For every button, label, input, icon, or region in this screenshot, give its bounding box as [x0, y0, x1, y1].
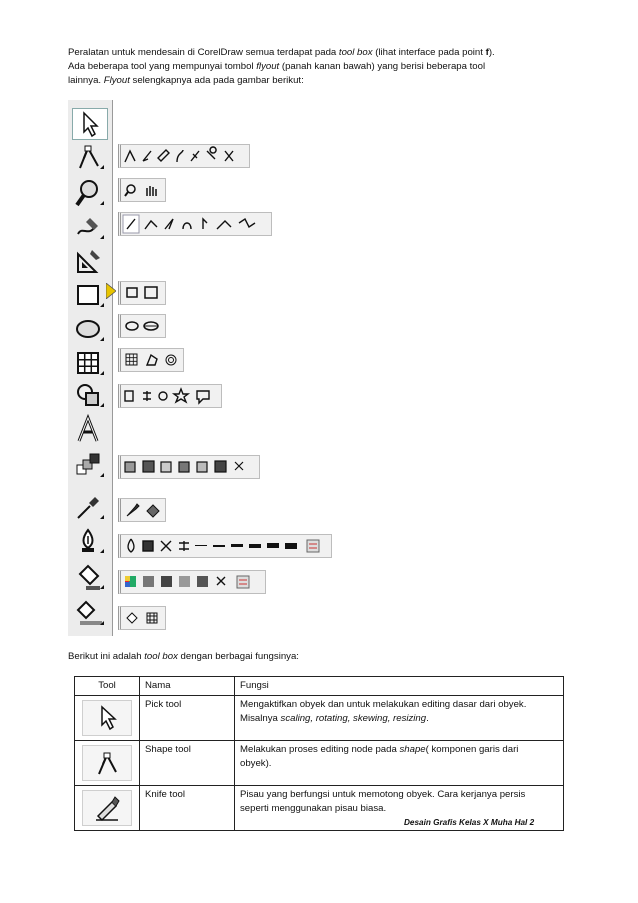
rectangle-flyout: [118, 281, 166, 305]
tool-function: Melakukan proses editing node pada shape( komponen garis dari obyek).: [235, 741, 564, 786]
interactive-effects-flyout-icons: [121, 456, 259, 478]
pick-tool-icon: [92, 704, 122, 732]
shape-tool-button[interactable]: [72, 142, 106, 172]
table-row: [75, 696, 564, 741]
intro-line-3: lainnya. Flyout selengkapnya ada pada gambar berikut:: [68, 75, 304, 86]
page-footer: Desain Grafis Kelas X Muha Hal 2: [404, 818, 535, 827]
smart-drawing-tool-button[interactable]: [72, 246, 106, 276]
graph-paper-tool-button[interactable]: [72, 348, 106, 378]
tool-cell: [75, 741, 140, 786]
fill-tool-button[interactable]: [72, 562, 106, 592]
graph-paper-tool-icon: [72, 348, 106, 378]
ellipse-flyout-icons: [121, 315, 165, 337]
text-tool-icon: [72, 414, 106, 444]
intro-line-2: Ada beberapa tool yang mempunyai tombol flyout (panah kanan bawah) yang berisi beberapa tool: [68, 61, 486, 72]
pick-tool-image: [82, 700, 132, 736]
interactive-blend-tool-button[interactable]: [72, 450, 106, 480]
header-tool: Tool: [75, 677, 140, 696]
basic-shapes-flyout-icons: [121, 385, 221, 407]
outline-pen-tool-icon: [72, 526, 106, 556]
graph-flyout-icons: [121, 349, 183, 371]
shape-flyout: [118, 144, 250, 168]
basic-shapes-tool-icon: [72, 380, 106, 410]
interactive-blend-tool-icon: [72, 450, 106, 480]
interactive-effects-flyout: [118, 455, 260, 479]
tool-function: Mengaktifkan obyek dan untuk melakukan editing dasar dari obyek. Misalnya scaling, rotating, skewing, resizing.: [235, 696, 564, 741]
zoom-tool-icon: [72, 178, 106, 208]
graph-flyout: [118, 348, 184, 372]
fill-flyout-icons: [121, 571, 265, 593]
ellipse-tool-button[interactable]: [72, 314, 106, 344]
fill-flyout: [118, 570, 266, 594]
interactive-fill-flyout-icons: [121, 607, 165, 629]
interactive-fill-tool-button[interactable]: [72, 598, 106, 628]
flyout-arrow-icon: [106, 283, 116, 299]
shape-flyout-icons: [121, 145, 249, 167]
ellipse-flyout: [118, 314, 166, 338]
table-caption: Berikut ini adalah tool box dengan berbagai fungsinya:: [68, 651, 299, 662]
header-fungsi: Fungsi: [235, 677, 564, 696]
eyedropper-flyout: [118, 498, 166, 522]
curve-flyout: [118, 212, 272, 236]
table-row: [75, 741, 564, 786]
tool-name: Knife tool: [140, 786, 235, 831]
pick-tool-button[interactable]: [72, 108, 108, 140]
knife-tool-image: [82, 790, 132, 826]
toolbox-illustration: [68, 100, 278, 636]
rectangle-tool-button[interactable]: [72, 280, 106, 310]
interactive-fill-flyout: [118, 606, 166, 630]
eyedropper-tool-icon: [72, 492, 106, 522]
outline-flyout: [118, 534, 332, 558]
smart-drawing-tool-icon: [72, 246, 106, 276]
outline-tool-button[interactable]: [72, 526, 106, 556]
tool-name: Pick tool: [140, 696, 235, 741]
rectangle-flyout-icons: [121, 282, 165, 304]
eyedropper-tool-button[interactable]: [72, 492, 106, 522]
tool-cell: [75, 696, 140, 741]
curve-flyout-icons: [121, 213, 271, 235]
tool-name: Shape tool: [140, 741, 235, 786]
header-nama: Nama: [140, 677, 235, 696]
outline-flyout-icons: [121, 535, 331, 557]
fill-bucket-tool-icon: [72, 562, 106, 592]
tool-cell: [75, 786, 140, 831]
table-header-row: [75, 677, 564, 696]
eyedropper-flyout-icons: [121, 499, 165, 521]
shape-tool-image: [82, 745, 132, 781]
intro-line-1: Peralatan untuk mendesain di CorelDraw semua terdapat pada tool box (lihat interface pada point f).: [68, 47, 495, 58]
pick-tool-icon: [73, 109, 107, 139]
freehand-tool-icon: [72, 212, 106, 242]
shape-tool-icon: [92, 749, 122, 777]
knife-tool-icon: [92, 794, 122, 822]
freehand-tool-button[interactable]: [72, 212, 106, 242]
tool-function: Pisau yang berfungsi untuk memotong obyek. Cara kerjanya persis seperti menggunakan pisau biasa.: [235, 786, 564, 831]
basic-shapes-flyout: [118, 384, 222, 408]
ellipse-tool-icon: [72, 314, 106, 344]
basic-shapes-tool-button[interactable]: [72, 380, 106, 410]
shape-tool-icon: [72, 142, 106, 172]
zoom-flyout-icons: [121, 179, 165, 201]
zoom-tool-button[interactable]: [72, 178, 106, 208]
rectangle-tool-icon: [72, 280, 106, 310]
zoom-flyout: [118, 178, 166, 202]
tool-table: [74, 676, 564, 831]
interactive-fill-tool-icon: [72, 598, 106, 628]
text-tool-button[interactable]: [72, 414, 106, 444]
